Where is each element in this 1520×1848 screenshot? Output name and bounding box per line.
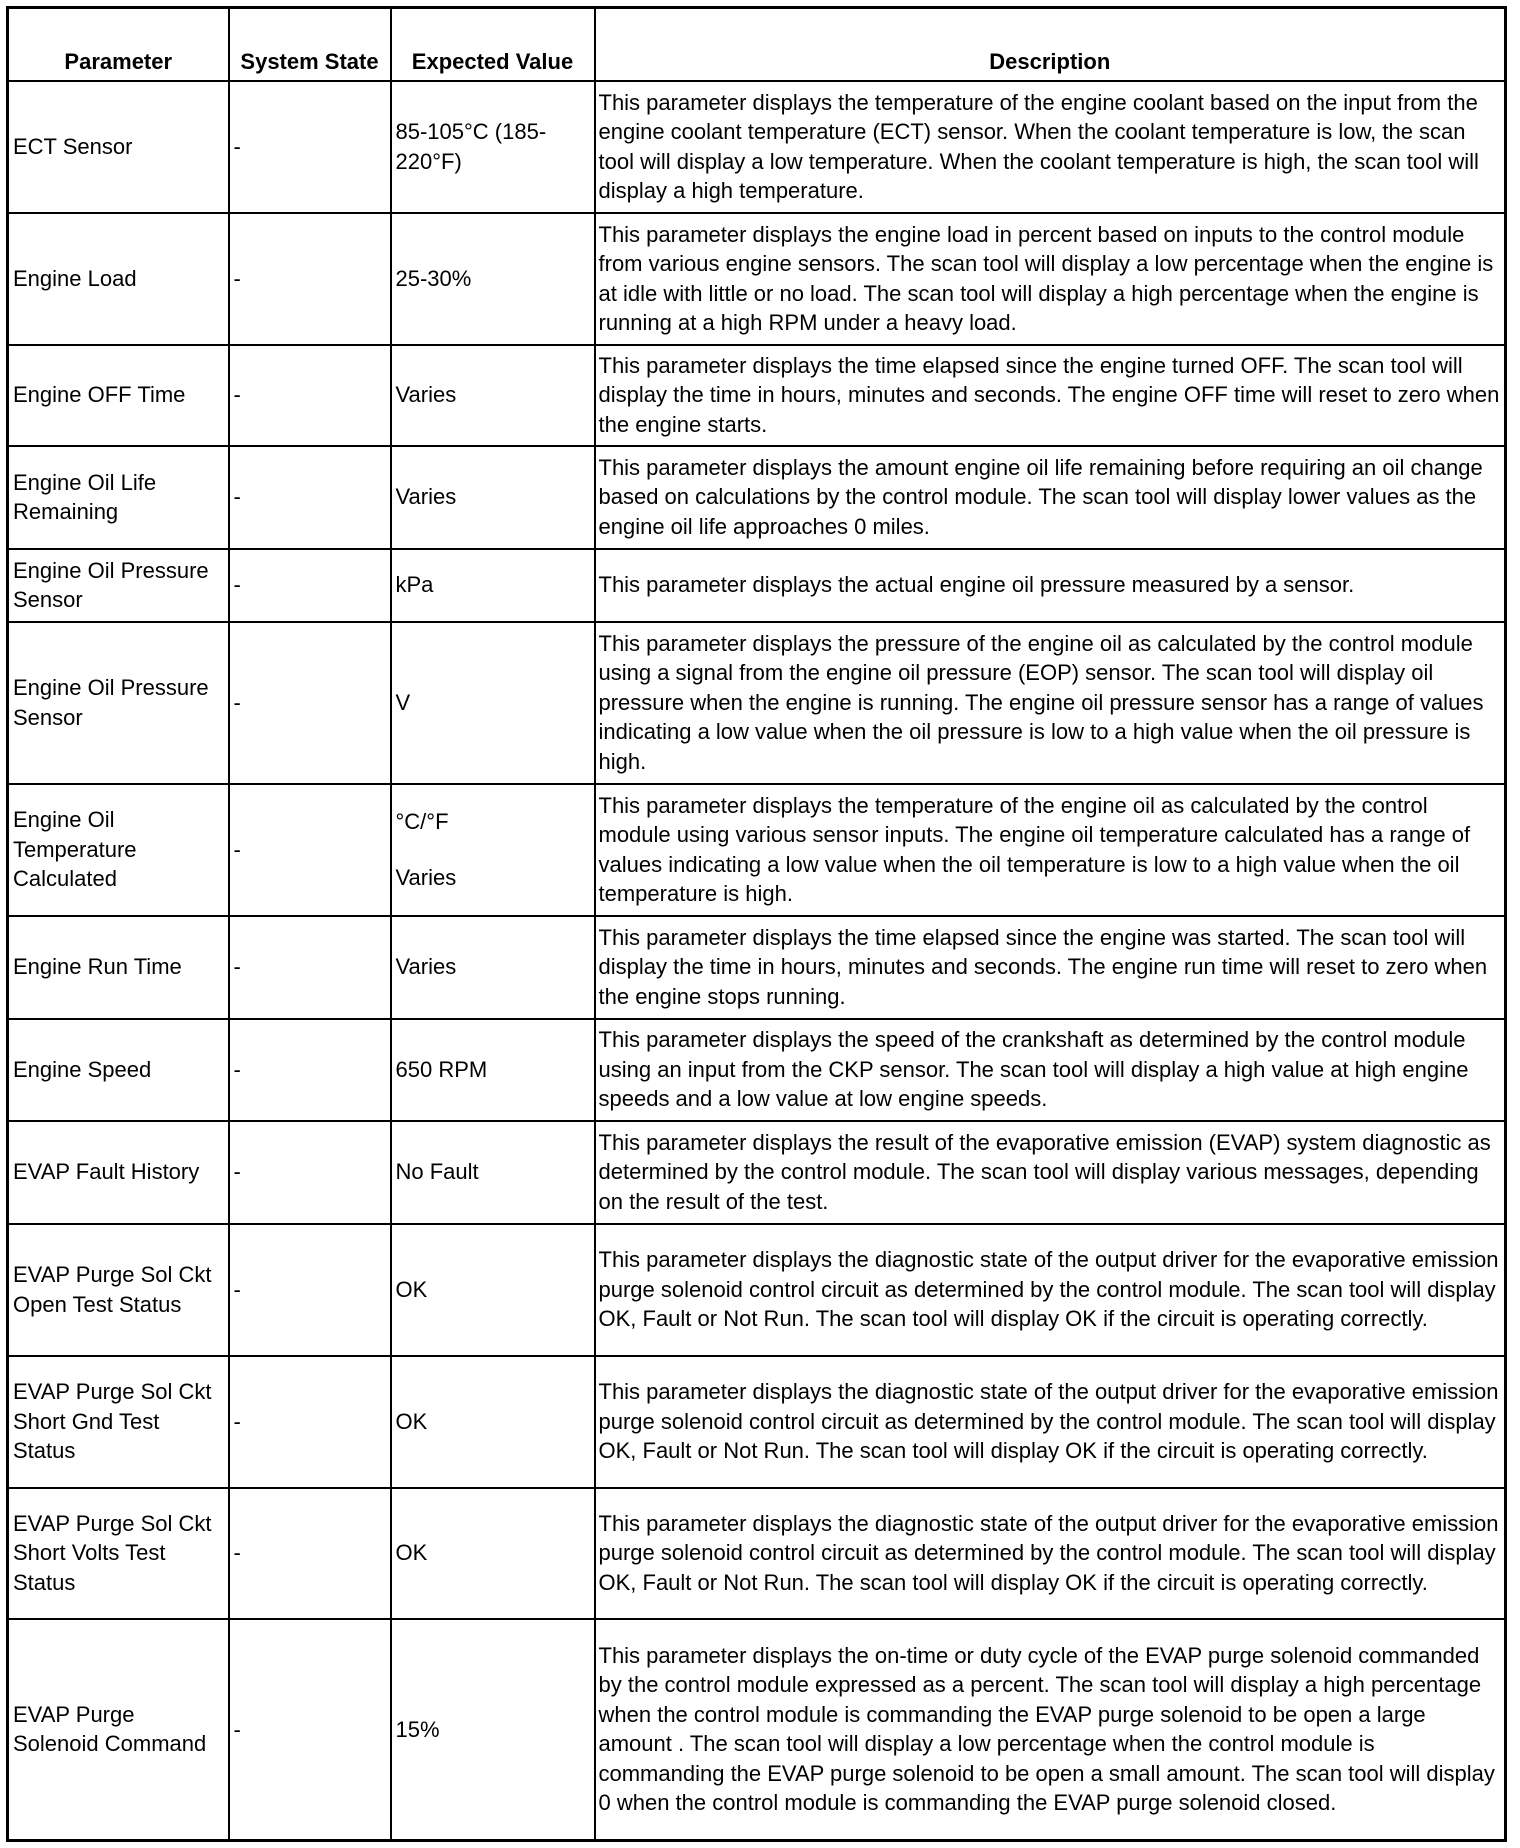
table-row <box>8 622 1506 784</box>
description-cell: This parameter displays the time elapsed since the engine was started. The scan tool will display the time in hours, minutes and seconds. The engine run time will reset to zero when the engine stops running. <box>595 916 1506 1019</box>
description-cell: This parameter displays the actual engine oil pressure measured by a sensor. <box>595 549 1506 622</box>
expected-value-cell <box>391 784 595 916</box>
description-cell: This parameter displays the time elapsed since the engine turned OFF. The scan tool will display the time in hours, minutes and seconds. The engine OFF time will reset to zero when the engine starts. <box>595 345 1506 446</box>
expected-value: kPa <box>395 572 434 598</box>
parameter-cell: EVAP Purge Sol Ckt Open Test Status <box>8 1224 229 1356</box>
table-row <box>8 345 1506 446</box>
expected-value: Varies <box>395 954 457 980</box>
table-row <box>8 1224 1506 1356</box>
expected-value-cell <box>391 81 595 213</box>
header-system-state: System State <box>229 8 391 81</box>
system-state-cell: - <box>229 1019 391 1121</box>
system-state-cell: - <box>229 622 391 784</box>
header-expected-value: Expected Value <box>391 8 595 81</box>
expected-value-cell <box>391 549 595 622</box>
parameter-cell: EVAP Purge Sol Ckt Short Volts Test Status <box>8 1488 229 1619</box>
expected-value: Varies <box>395 864 457 890</box>
system-state-cell: - <box>229 81 391 213</box>
expected-value-cell <box>391 1488 595 1619</box>
system-state-cell: - <box>229 916 391 1019</box>
table-row <box>8 81 1506 213</box>
expected-value-cell <box>391 1224 595 1356</box>
parameter-cell: Engine Oil Pressure Sensor <box>8 549 229 622</box>
expected-value: OK <box>395 1408 428 1434</box>
parameter-cell: Engine Oil Temperature Calculated <box>8 784 229 916</box>
expected-value: 15% <box>395 1716 440 1742</box>
table-row <box>8 1619 1506 1841</box>
expected-value: OK <box>395 1276 428 1302</box>
expected-value: Varies <box>395 382 457 408</box>
description-cell: This parameter displays the diagnostic state of the output driver for the evaporative emission purge solenoid control circuit as determined by the control module. The scan tool will display OK, Fault or Not Run. The scan tool will display OK if the circuit is operating correctly. <box>595 1356 1506 1488</box>
parameter-cell: Engine Speed <box>8 1019 229 1121</box>
system-state-cell: - <box>229 1619 391 1841</box>
header-parameter: Parameter <box>8 8 229 81</box>
expected-value: Varies <box>395 484 457 510</box>
table-row <box>8 916 1506 1019</box>
expected-value: 25-30% <box>395 265 472 291</box>
description-cell: This parameter displays the on-time or duty cycle of the EVAP purge solenoid commanded by the control module expressed as a percent. The scan tool will display a high percentage when the control module is commanding the EVAP purge solenoid to be open a large amount . The scan tool will display a low percentage when the control module is commanding the EVAP purge solenoid to be open a small amount. The scan tool will display 0 when the control module is commanding the EVAP purge solenoid closed. <box>595 1619 1506 1841</box>
expected-value: 650 RPM <box>395 1056 488 1082</box>
parameter-cell: Engine OFF Time <box>8 345 229 446</box>
table-row <box>8 1356 1506 1488</box>
expected-value-cell <box>391 1356 595 1488</box>
description-cell: This parameter displays the pressure of the engine oil as calculated by the control module using a signal from the engine oil pressure (EOP) sensor. The scan tool will display oil pressure when the engine is running. The engine oil pressure sensor has a range of values indicating a low value when the oil pressure is low to a high value when the oil pressure is high. <box>595 622 1506 784</box>
system-state-cell: - <box>229 1488 391 1619</box>
table-row <box>8 549 1506 622</box>
table-row <box>8 213 1506 345</box>
header-description: Description <box>595 8 1506 81</box>
description-cell: This parameter displays the temperature of the engine coolant based on the input from the engine coolant temperature (ECT) sensor. When the coolant temperature is low, the scan tool will display a low temperature. When the coolant temperature is high, the scan tool will display a high temperature. <box>595 81 1506 213</box>
expected-value: 85-105°C (185-220°F) <box>395 119 547 174</box>
expected-value: V <box>395 689 411 715</box>
parameter-cell: EVAP Fault History <box>8 1121 229 1224</box>
table-row <box>8 784 1506 916</box>
table-row <box>8 1121 1506 1224</box>
description-cell: This parameter displays the speed of the crankshaft as determined by the control module using an input from the CKP sensor. The scan tool will display a high value at high engine speeds and a low value at low engine speeds. <box>595 1019 1506 1121</box>
table-row <box>8 1019 1506 1121</box>
expected-value-cell <box>391 1619 595 1841</box>
system-state-cell: - <box>229 1121 391 1224</box>
system-state-cell: - <box>229 213 391 345</box>
parameter-cell: Engine Oil Life Remaining <box>8 446 229 549</box>
expected-value-cell <box>391 446 595 549</box>
system-state-cell: - <box>229 1356 391 1488</box>
parameter-cell: EVAP Purge Solenoid Command <box>8 1619 229 1841</box>
table-row <box>8 1488 1506 1619</box>
system-state-cell: - <box>229 784 391 916</box>
parameter-cell: EVAP Purge Sol Ckt Short Gnd Test Status <box>8 1356 229 1488</box>
expected-value-cell <box>391 622 595 784</box>
system-state-cell: - <box>229 1224 391 1356</box>
header-row <box>8 8 1506 81</box>
expected-value: OK <box>395 1540 428 1566</box>
description-cell: This parameter displays the amount engine oil life remaining before requiring an oil change based on calculations by the control module. The scan tool will display lower values as the engine oil life approaches 0 miles. <box>595 446 1506 549</box>
system-state-cell: - <box>229 549 391 622</box>
parameter-cell: ECT Sensor <box>8 81 229 213</box>
system-state-cell: - <box>229 345 391 446</box>
expected-value: No Fault <box>395 1159 479 1185</box>
expected-value-cell <box>391 1019 595 1121</box>
table-row <box>8 446 1506 549</box>
table-body <box>8 81 1506 1841</box>
parameter-cell: Engine Load <box>8 213 229 345</box>
expected-value: °C/°F <box>395 809 449 834</box>
description-cell: This parameter displays the diagnostic state of the output driver for the evaporative emission purge solenoid control circuit as determined by the control module. The scan tool will display OK, Fault or Not Run. The scan tool will display OK if the circuit is operating correctly. <box>595 1224 1506 1356</box>
parameter-cell: Engine Oil Pressure Sensor <box>8 622 229 784</box>
expected-value-cell <box>391 213 595 345</box>
parameter-table <box>6 6 1507 1842</box>
expected-value-cell <box>391 1121 595 1224</box>
expected-value-cell <box>391 345 595 446</box>
parameter-cell: Engine Run Time <box>8 916 229 1019</box>
expected-value-cell <box>391 916 595 1019</box>
description-cell: This parameter displays the result of the evaporative emission (EVAP) system diagnostic as determined by the control module. The scan tool will display various messages, depending on the result of the test. <box>595 1121 1506 1224</box>
description-cell: This parameter displays the engine load in percent based on inputs to the control module from various engine sensors. The scan tool will display a low percentage when the engine is at idle with little or no load. The scan tool will display a high percentage when the engine is running at a high RPM under a heavy load. <box>595 213 1506 345</box>
description-cell: This parameter displays the temperature of the engine oil as calculated by the control module using various sensor inputs. The engine oil temperature calculated has a range of values indicating a low value when the oil temperature is low to a high value when the oil temperature is high. <box>595 784 1506 916</box>
description-cell: This parameter displays the diagnostic state of the output driver for the evaporative emission purge solenoid control circuit as determined by the control module. The scan tool will display OK, Fault or Not Run. The scan tool will display OK if the circuit is operating correctly. <box>595 1488 1506 1619</box>
system-state-cell: - <box>229 446 391 549</box>
